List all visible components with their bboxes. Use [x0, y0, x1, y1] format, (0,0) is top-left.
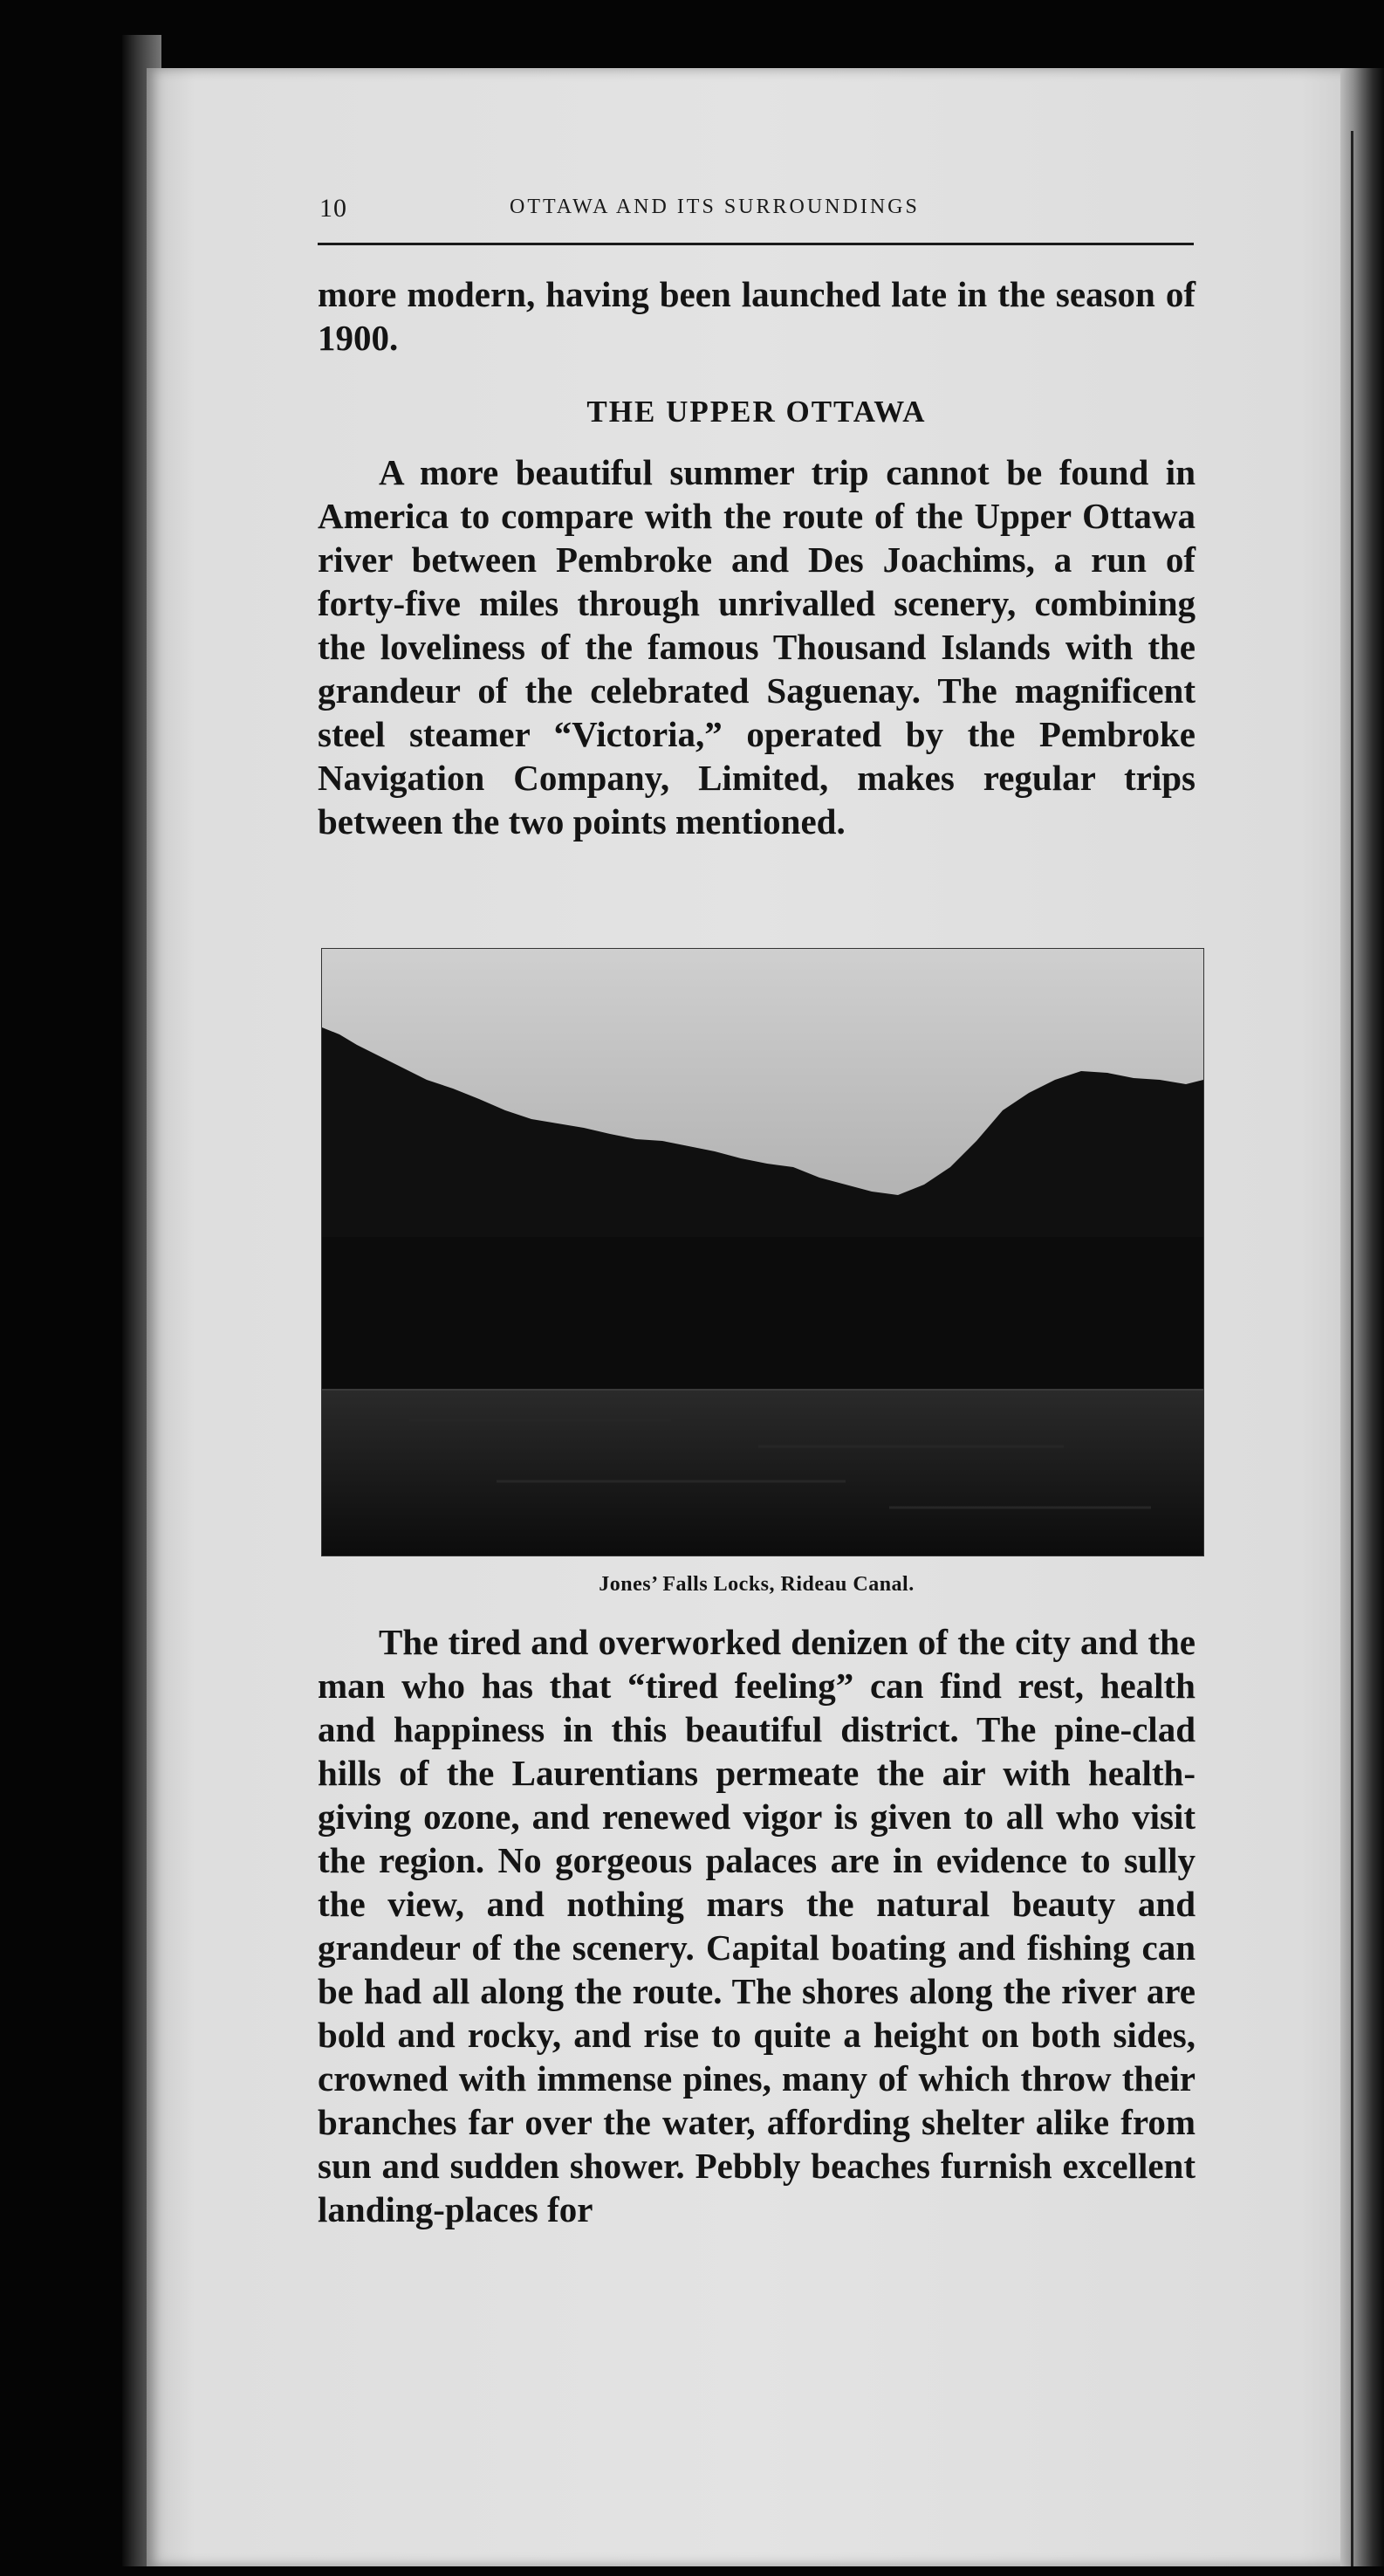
running-title: OTTAWA AND ITS SURROUNDINGS — [510, 196, 920, 218]
upper-ottawa-paragraph: A more beautiful summer trip cannot be found in America to compare with the route of the Upper Ottawa river between Pembroke and Des Joachims, a run of forty-five miles through unrivalled scenery, combining the loveliness of the famous Thousand Islands with the grandeur of the celebrated Saguenay. The magnificent steel steamer “Victoria,” operated by the Pembroke Navigation Company, Limited, makes regular trips between the two points mentioned. — [318, 452, 1196, 841]
page-edge-line — [1351, 131, 1353, 2566]
landscape-photo-image — [322, 949, 1203, 1556]
photo-caption: Jones’ Falls Locks, Rideau Canal. — [599, 1573, 915, 1596]
continuation-paragraph: more modern, having been launched late in the season of 1900. — [318, 274, 1196, 358]
landscape-photo — [321, 948, 1204, 1556]
section-heading: THE UPPER OTTAWA — [586, 395, 927, 429]
header-rule — [318, 243, 1194, 245]
running-header — [319, 194, 1192, 225]
page-right-edge — [1340, 68, 1384, 2566]
page-number: 10 — [319, 194, 347, 223]
tired-denizen-paragraph: The tired and overworked denizen of the city and the man who has that “tired feeling” can find rest, health and happiness in this beautiful district. The pine-clad hills of the Laurentians permeate the air with health-giving ozone, and renewed vigor is given to all who visit the region. No gorgeous palaces are in evidence to sully the view, and nothing mars the natural beauty and grandeur of the scenery. Capital boating and fishing can be had all along the route. The shores along the river are bold and rocky, and rise to quite a height on both sides, crowned with immense pines, many of which throw their branches far over the water, affording shelter alike from sun and sudden shower. Pebbly beaches furnish excellent landing-places for — [318, 1622, 1196, 2229]
